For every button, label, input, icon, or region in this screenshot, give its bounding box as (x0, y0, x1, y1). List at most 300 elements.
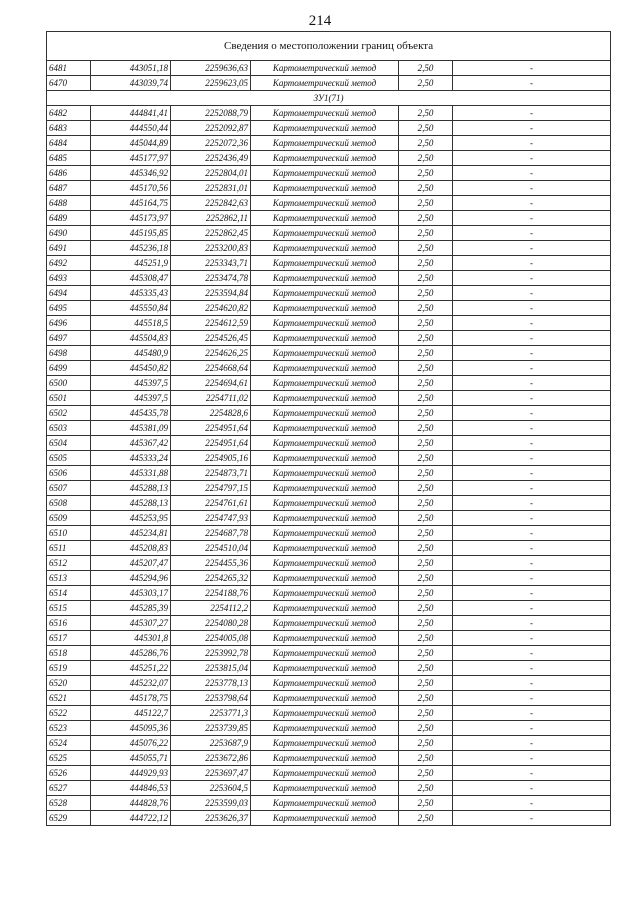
point-number-cell: 6514 (47, 586, 91, 601)
description-cell: - (453, 301, 611, 316)
point-number-cell: 6524 (47, 736, 91, 751)
description-cell: - (453, 346, 611, 361)
y-coordinate-cell: 2254951,64 (171, 421, 251, 436)
x-coordinate-cell: 445550,84 (91, 301, 171, 316)
accuracy-cell: 2,50 (399, 481, 453, 496)
table-row (47, 61, 611, 76)
accuracy-cell: 2,50 (399, 646, 453, 661)
point-number-cell: 6498 (47, 346, 91, 361)
accuracy-cell: 2,50 (399, 316, 453, 331)
y-coordinate-cell: 2254761,61 (171, 496, 251, 511)
description-cell: - (453, 361, 611, 376)
y-coordinate-cell: 2254455,36 (171, 556, 251, 571)
table-row (47, 616, 611, 631)
method-cell: Картометрический метод (251, 721, 399, 736)
point-number-cell: 6506 (47, 466, 91, 481)
table-row (47, 301, 611, 316)
description-cell: - (453, 181, 611, 196)
method-cell: Картометрический метод (251, 586, 399, 601)
x-coordinate-cell: 445335,43 (91, 286, 171, 301)
table-row (47, 586, 611, 601)
x-coordinate-cell: 445178,75 (91, 691, 171, 706)
accuracy-cell: 2,50 (399, 736, 453, 751)
method-cell: Картометрический метод (251, 796, 399, 811)
point-number-cell: 6515 (47, 601, 91, 616)
method-cell: Картометрический метод (251, 181, 399, 196)
y-coordinate-cell: 2254112,2 (171, 601, 251, 616)
point-number-cell: 6528 (47, 796, 91, 811)
point-number-cell: 6470 (47, 76, 91, 91)
accuracy-cell: 2,50 (399, 181, 453, 196)
description-cell: - (453, 481, 611, 496)
y-coordinate-cell: 2253815,04 (171, 661, 251, 676)
x-coordinate-cell: 443051,18 (91, 61, 171, 76)
description-cell: - (453, 616, 611, 631)
table-row (47, 121, 611, 136)
description-cell: - (453, 451, 611, 466)
method-cell: Картометрический метод (251, 241, 399, 256)
description-cell: - (453, 166, 611, 181)
description-cell: - (453, 721, 611, 736)
y-coordinate-cell: 2253798,64 (171, 691, 251, 706)
x-coordinate-cell: 445177,97 (91, 151, 171, 166)
accuracy-cell: 2,50 (399, 796, 453, 811)
accuracy-cell: 2,50 (399, 721, 453, 736)
x-coordinate-cell: 444828,76 (91, 796, 171, 811)
point-number-cell: 6509 (47, 511, 91, 526)
description-cell: - (453, 391, 611, 406)
y-coordinate-cell: 2253771,3 (171, 706, 251, 721)
point-number-cell: 6492 (47, 256, 91, 271)
accuracy-cell: 2,50 (399, 361, 453, 376)
accuracy-cell: 2,50 (399, 526, 453, 541)
x-coordinate-cell: 445208,83 (91, 541, 171, 556)
subheading-row (47, 91, 611, 106)
table-caption: Сведения о местоположении границ объекта (47, 32, 611, 61)
method-cell: Картометрический метод (251, 631, 399, 646)
method-cell: Картометрический метод (251, 481, 399, 496)
x-coordinate-cell: 445397,5 (91, 376, 171, 391)
y-coordinate-cell: 2254612,59 (171, 316, 251, 331)
description-cell: - (453, 121, 611, 136)
accuracy-cell: 2,50 (399, 121, 453, 136)
accuracy-cell: 2,50 (399, 166, 453, 181)
table-row (47, 511, 611, 526)
table-row (47, 181, 611, 196)
y-coordinate-cell: 2252436,49 (171, 151, 251, 166)
x-coordinate-cell: 445288,13 (91, 496, 171, 511)
point-number-cell: 6504 (47, 436, 91, 451)
accuracy-cell: 2,50 (399, 496, 453, 511)
point-number-cell: 6481 (47, 61, 91, 76)
description-cell: - (453, 541, 611, 556)
accuracy-cell: 2,50 (399, 811, 453, 826)
method-cell: Картометрический метод (251, 106, 399, 121)
y-coordinate-cell: 2254668,64 (171, 361, 251, 376)
description-cell: - (453, 151, 611, 166)
description-cell: - (453, 781, 611, 796)
table-row (47, 556, 611, 571)
table-row (47, 151, 611, 166)
accuracy-cell: 2,50 (399, 451, 453, 466)
method-cell: Картометрический метод (251, 736, 399, 751)
table-row (47, 571, 611, 586)
method-cell: Картометрический метод (251, 166, 399, 181)
point-number-cell: 6513 (47, 571, 91, 586)
accuracy-cell: 2,50 (399, 571, 453, 586)
description-cell: - (453, 196, 611, 211)
y-coordinate-cell: 2253697,47 (171, 766, 251, 781)
y-coordinate-cell: 2254080,28 (171, 616, 251, 631)
y-coordinate-cell: 2252862,11 (171, 211, 251, 226)
table-row (47, 661, 611, 676)
description-cell: - (453, 136, 611, 151)
method-cell: Картометрический метод (251, 496, 399, 511)
accuracy-cell: 2,50 (399, 76, 453, 91)
x-coordinate-cell: 445122,7 (91, 706, 171, 721)
x-coordinate-cell: 445435,78 (91, 406, 171, 421)
x-coordinate-cell: 445251,9 (91, 256, 171, 271)
x-coordinate-cell: 443039,74 (91, 76, 171, 91)
method-cell: Картометрический метод (251, 526, 399, 541)
accuracy-cell: 2,50 (399, 661, 453, 676)
method-cell: Картометрический метод (251, 436, 399, 451)
y-coordinate-cell: 2253343,71 (171, 256, 251, 271)
description-cell: - (453, 511, 611, 526)
description-cell: - (453, 571, 611, 586)
accuracy-cell: 2,50 (399, 616, 453, 631)
x-coordinate-cell: 445381,09 (91, 421, 171, 436)
accuracy-cell: 2,50 (399, 376, 453, 391)
y-coordinate-cell: 2254747,93 (171, 511, 251, 526)
point-number-cell: 6508 (47, 496, 91, 511)
x-coordinate-cell: 445236,18 (91, 241, 171, 256)
point-number-cell: 6520 (47, 676, 91, 691)
y-coordinate-cell: 2252842,63 (171, 196, 251, 211)
method-cell: Картометрический метод (251, 601, 399, 616)
method-cell: Картометрический метод (251, 811, 399, 826)
caption-row (47, 32, 611, 61)
method-cell: Картометрический метод (251, 691, 399, 706)
x-coordinate-cell: 444550,44 (91, 121, 171, 136)
description-cell: - (453, 376, 611, 391)
y-coordinate-cell: 2252862,45 (171, 226, 251, 241)
table-row (47, 241, 611, 256)
table-row (47, 496, 611, 511)
accuracy-cell: 2,50 (399, 331, 453, 346)
method-cell: Картометрический метод (251, 391, 399, 406)
method-cell: Картометрический метод (251, 781, 399, 796)
x-coordinate-cell: 445346,92 (91, 166, 171, 181)
accuracy-cell: 2,50 (399, 541, 453, 556)
table-row (47, 106, 611, 121)
table-row (47, 676, 611, 691)
method-cell: Картометрический метод (251, 511, 399, 526)
description-cell: - (453, 736, 611, 751)
method-cell: Картометрический метод (251, 766, 399, 781)
method-cell: Картометрический метод (251, 151, 399, 166)
point-number-cell: 6503 (47, 421, 91, 436)
method-cell: Картометрический метод (251, 211, 399, 226)
y-coordinate-cell: 2253687,9 (171, 736, 251, 751)
point-number-cell: 6482 (47, 106, 91, 121)
x-coordinate-cell: 445504,83 (91, 331, 171, 346)
method-cell: Картометрический метод (251, 346, 399, 361)
x-coordinate-cell: 445294,96 (91, 571, 171, 586)
x-coordinate-cell: 444846,53 (91, 781, 171, 796)
point-number-cell: 6488 (47, 196, 91, 211)
method-cell: Картометрический метод (251, 451, 399, 466)
y-coordinate-cell: 2253992,78 (171, 646, 251, 661)
accuracy-cell: 2,50 (399, 586, 453, 601)
table-row (47, 331, 611, 346)
y-coordinate-cell: 2252092,87 (171, 121, 251, 136)
description-cell: - (453, 601, 611, 616)
x-coordinate-cell: 444929,93 (91, 766, 171, 781)
table-row (47, 601, 611, 616)
table-row (47, 166, 611, 181)
y-coordinate-cell: 2253739,85 (171, 721, 251, 736)
x-coordinate-cell: 445251,22 (91, 661, 171, 676)
description-cell: - (453, 466, 611, 481)
description-cell: - (453, 286, 611, 301)
method-cell: Картометрический метод (251, 616, 399, 631)
table-row (47, 256, 611, 271)
method-cell: Картометрический метод (251, 421, 399, 436)
point-number-cell: 6512 (47, 556, 91, 571)
description-cell: - (453, 421, 611, 436)
description-cell: - (453, 436, 611, 451)
point-number-cell: 6500 (47, 376, 91, 391)
x-coordinate-cell: 445076,22 (91, 736, 171, 751)
table-row (47, 346, 611, 361)
y-coordinate-cell: 2254694,61 (171, 376, 251, 391)
accuracy-cell: 2,50 (399, 211, 453, 226)
x-coordinate-cell: 445170,56 (91, 181, 171, 196)
y-coordinate-cell: 2252072,36 (171, 136, 251, 151)
y-coordinate-cell: 2254905,16 (171, 451, 251, 466)
table-row (47, 196, 611, 211)
method-cell: Картометрический метод (251, 751, 399, 766)
point-number-cell: 6521 (47, 691, 91, 706)
boundary-table (46, 31, 611, 826)
y-coordinate-cell: 2252831,01 (171, 181, 251, 196)
y-coordinate-cell: 2259623,05 (171, 76, 251, 91)
y-coordinate-cell: 2254873,71 (171, 466, 251, 481)
accuracy-cell: 2,50 (399, 676, 453, 691)
table-row (47, 421, 611, 436)
accuracy-cell: 2,50 (399, 631, 453, 646)
method-cell: Картометрический метод (251, 301, 399, 316)
table-row (47, 211, 611, 226)
method-cell: Картометрический метод (251, 61, 399, 76)
description-cell: - (453, 61, 611, 76)
x-coordinate-cell: 445044,89 (91, 136, 171, 151)
table-row (47, 391, 611, 406)
x-coordinate-cell: 445367,42 (91, 436, 171, 451)
point-number-cell: 6505 (47, 451, 91, 466)
page-number: 214 (308, 13, 332, 29)
x-coordinate-cell: 445303,17 (91, 586, 171, 601)
point-number-cell: 6507 (47, 481, 91, 496)
accuracy-cell: 2,50 (399, 196, 453, 211)
table-row (47, 796, 611, 811)
y-coordinate-cell: 2253778,13 (171, 676, 251, 691)
description-cell: - (453, 526, 611, 541)
table-row (47, 811, 611, 826)
point-number-cell: 6522 (47, 706, 91, 721)
y-coordinate-cell: 2254626,25 (171, 346, 251, 361)
description-cell: - (453, 406, 611, 421)
point-number-cell: 6496 (47, 316, 91, 331)
method-cell: Картометрический метод (251, 121, 399, 136)
x-coordinate-cell: 445164,75 (91, 196, 171, 211)
x-coordinate-cell: 445450,82 (91, 361, 171, 376)
accuracy-cell: 2,50 (399, 136, 453, 151)
method-cell: Картометрический метод (251, 226, 399, 241)
x-coordinate-cell: 444722,12 (91, 811, 171, 826)
method-cell: Картометрический метод (251, 661, 399, 676)
point-number-cell: 6485 (47, 151, 91, 166)
point-number-cell: 6518 (47, 646, 91, 661)
accuracy-cell: 2,50 (399, 556, 453, 571)
x-coordinate-cell: 445480,9 (91, 346, 171, 361)
x-coordinate-cell: 445253,95 (91, 511, 171, 526)
y-coordinate-cell: 2254828,6 (171, 406, 251, 421)
x-coordinate-cell: 444841,41 (91, 106, 171, 121)
method-cell: Картометрический метод (251, 706, 399, 721)
y-coordinate-cell: 2253626,37 (171, 811, 251, 826)
description-cell: - (453, 76, 611, 91)
x-coordinate-cell: 445333,24 (91, 451, 171, 466)
y-coordinate-cell: 2254265,32 (171, 571, 251, 586)
parcel-subheading: ЗУ1(71) (47, 91, 611, 106)
point-number-cell: 6529 (47, 811, 91, 826)
method-cell: Картометрический метод (251, 271, 399, 286)
method-cell: Картометрический метод (251, 466, 399, 481)
method-cell: Картометрический метод (251, 541, 399, 556)
point-number-cell: 6484 (47, 136, 91, 151)
point-number-cell: 6502 (47, 406, 91, 421)
table-row (47, 766, 611, 781)
y-coordinate-cell: 2253474,78 (171, 271, 251, 286)
x-coordinate-cell: 445286,76 (91, 646, 171, 661)
accuracy-cell: 2,50 (399, 751, 453, 766)
accuracy-cell: 2,50 (399, 286, 453, 301)
table-row (47, 376, 611, 391)
table-row (47, 406, 611, 421)
y-coordinate-cell: 2254797,15 (171, 481, 251, 496)
point-number-cell: 6489 (47, 211, 91, 226)
accuracy-cell: 2,50 (399, 706, 453, 721)
description-cell: - (453, 661, 611, 676)
point-number-cell: 6487 (47, 181, 91, 196)
description-cell: - (453, 106, 611, 121)
description-cell: - (453, 331, 611, 346)
point-number-cell: 6527 (47, 781, 91, 796)
description-cell: - (453, 316, 611, 331)
description-cell: - (453, 706, 611, 721)
accuracy-cell: 2,50 (399, 601, 453, 616)
y-coordinate-cell: 2253672,86 (171, 751, 251, 766)
point-number-cell: 6519 (47, 661, 91, 676)
point-number-cell: 6493 (47, 271, 91, 286)
method-cell: Картометрический метод (251, 361, 399, 376)
y-coordinate-cell: 2254005,08 (171, 631, 251, 646)
description-cell: - (453, 271, 611, 286)
x-coordinate-cell: 445518,5 (91, 316, 171, 331)
point-number-cell: 6525 (47, 751, 91, 766)
x-coordinate-cell: 445331,88 (91, 466, 171, 481)
x-coordinate-cell: 445173,97 (91, 211, 171, 226)
method-cell: Картометрический метод (251, 136, 399, 151)
point-number-cell: 6490 (47, 226, 91, 241)
y-coordinate-cell: 2259636,63 (171, 61, 251, 76)
method-cell: Картометрический метод (251, 676, 399, 691)
point-number-cell: 6511 (47, 541, 91, 556)
y-coordinate-cell: 2252088,79 (171, 106, 251, 121)
method-cell: Картометрический метод (251, 331, 399, 346)
description-cell: - (453, 556, 611, 571)
accuracy-cell: 2,50 (399, 106, 453, 121)
accuracy-cell: 2,50 (399, 691, 453, 706)
description-cell: - (453, 241, 611, 256)
accuracy-cell: 2,50 (399, 61, 453, 76)
description-cell: - (453, 496, 611, 511)
accuracy-cell: 2,50 (399, 226, 453, 241)
y-coordinate-cell: 2254687,78 (171, 526, 251, 541)
table-row (47, 646, 611, 661)
point-number-cell: 6486 (47, 166, 91, 181)
point-number-cell: 6516 (47, 616, 91, 631)
method-cell: Картометрический метод (251, 316, 399, 331)
description-cell: - (453, 586, 611, 601)
table-row (47, 436, 611, 451)
description-cell: - (453, 766, 611, 781)
table-row (47, 691, 611, 706)
description-cell: - (453, 796, 611, 811)
table-row (47, 721, 611, 736)
method-cell: Картометрический метод (251, 646, 399, 661)
point-number-cell: 6495 (47, 301, 91, 316)
accuracy-cell: 2,50 (399, 766, 453, 781)
table-row (47, 136, 611, 151)
point-number-cell: 6491 (47, 241, 91, 256)
table-row (47, 481, 611, 496)
accuracy-cell: 2,50 (399, 436, 453, 451)
accuracy-cell: 2,50 (399, 256, 453, 271)
description-cell: - (453, 646, 611, 661)
accuracy-cell: 2,50 (399, 151, 453, 166)
x-coordinate-cell: 445307,27 (91, 616, 171, 631)
accuracy-cell: 2,50 (399, 271, 453, 286)
description-cell: - (453, 811, 611, 826)
x-coordinate-cell: 445308,47 (91, 271, 171, 286)
point-number-cell: 6517 (47, 631, 91, 646)
accuracy-cell: 2,50 (399, 466, 453, 481)
table-row (47, 271, 611, 286)
point-number-cell: 6510 (47, 526, 91, 541)
method-cell: Картометрический метод (251, 556, 399, 571)
description-cell: - (453, 691, 611, 706)
method-cell: Картометрический метод (251, 76, 399, 91)
method-cell: Картометрический метод (251, 376, 399, 391)
x-coordinate-cell: 445232,07 (91, 676, 171, 691)
x-coordinate-cell: 445234,81 (91, 526, 171, 541)
accuracy-cell: 2,50 (399, 421, 453, 436)
y-coordinate-cell: 2253604,5 (171, 781, 251, 796)
accuracy-cell: 2,50 (399, 241, 453, 256)
